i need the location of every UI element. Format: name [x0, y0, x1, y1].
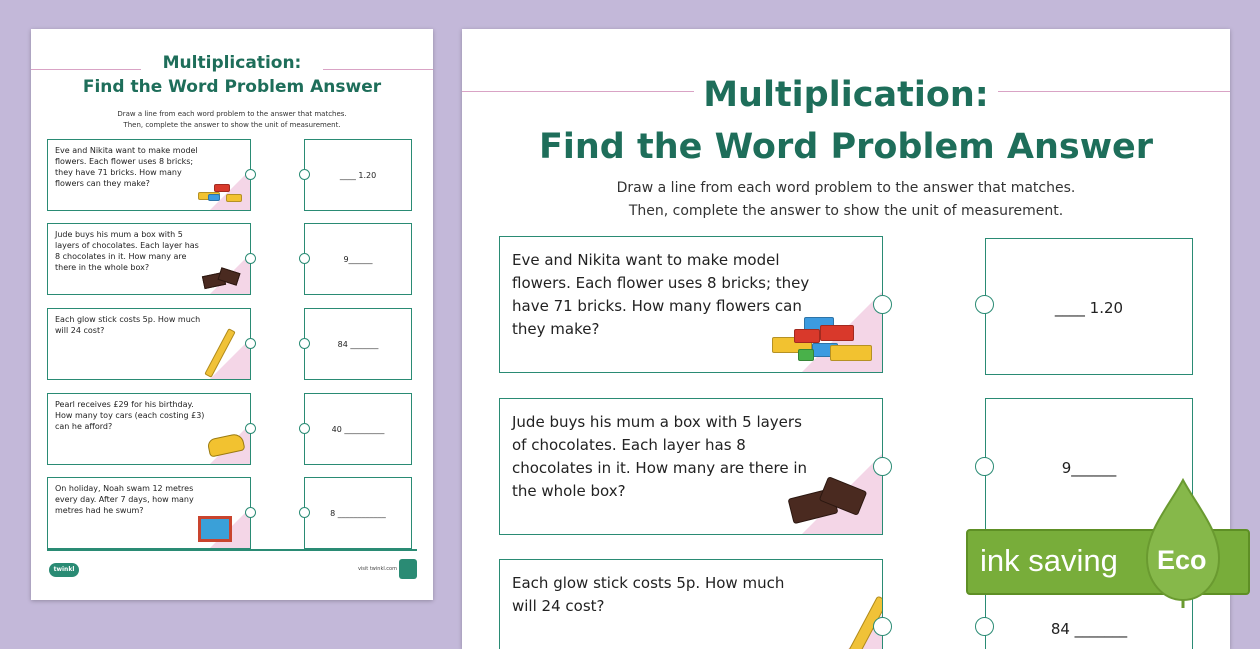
swimming-pool-icon — [198, 516, 232, 542]
title-line-2: Find the Word Problem Answer — [538, 127, 1154, 167]
twinkl-logo: twinkl — [49, 563, 79, 577]
problem-card — [499, 398, 883, 535]
chocolates-icon — [203, 268, 243, 288]
problem-text: Each glow stick costs 5p. How much will 24 cost? — [55, 315, 201, 335]
connector-dot-problem[interactable] — [245, 253, 256, 264]
instructions — [462, 177, 1230, 223]
answer-text[interactable]: 84 _______ — [1050, 620, 1128, 638]
title-line-1: Multiplication: — [162, 53, 302, 73]
lego-bricks-icon — [772, 309, 874, 365]
problem-card — [499, 559, 883, 649]
connector-dot-answer[interactable] — [975, 617, 994, 636]
problem-text: Pearl receives £29 for his birthday. How many toy cars (each costing £3) can he afford? — [55, 400, 205, 431]
answer-card — [304, 308, 412, 380]
connector-dot-problem[interactable] — [245, 423, 256, 434]
answer-card — [304, 139, 412, 211]
problem-text: Eve and Nikita want to make model flowers. Each flower uses 8 bricks; they have 71 bricks. How many flowers can they make? — [55, 146, 198, 188]
connector-dot-answer[interactable] — [299, 423, 310, 434]
connector-dot-answer[interactable] — [299, 169, 310, 180]
answer-text[interactable]: 40 __________ — [331, 425, 385, 434]
connector-dot-problem[interactable] — [873, 295, 892, 314]
title-line-1: Multiplication: — [703, 75, 989, 115]
footer-website[interactable]: visit twinkl.com — [357, 566, 397, 572]
problem-card — [47, 477, 251, 549]
answer-card — [304, 393, 412, 465]
connector-dot-problem[interactable] — [245, 169, 256, 180]
answer-text[interactable]: ____ 1.20 — [1054, 299, 1124, 317]
quality-badge-icon — [399, 559, 417, 579]
answer-text[interactable]: 84 _______ — [337, 340, 379, 349]
connector-dot-problem[interactable] — [873, 617, 892, 636]
connector-dot-answer[interactable] — [299, 507, 310, 518]
connector-dot-problem[interactable] — [873, 457, 892, 476]
worksheet-thumbnail — [31, 29, 433, 600]
instruction-line-2: Then, complete the answer to show the unit of measurement. — [123, 121, 341, 129]
problem-card — [47, 393, 251, 465]
connector-dot-problem[interactable] — [245, 338, 256, 349]
connector-dot-problem[interactable] — [245, 507, 256, 518]
answer-text[interactable]: 8 ____________ — [330, 509, 386, 518]
answer-card — [304, 223, 412, 295]
connector-dot-answer[interactable] — [299, 338, 310, 349]
title-line-2: Find the Word Problem Answer — [82, 77, 382, 97]
lego-bricks-icon — [198, 180, 243, 206]
instruction-line-1: Draw a line from each word problem to the answer that matches. — [117, 110, 347, 118]
connector-dot-answer[interactable] — [299, 253, 310, 264]
problem-text: Eve and Nikita want to make model flowers. Each flower uses 8 bricks; they have 71 bricks. How many flowers can they make? — [512, 251, 810, 338]
chocolates-icon — [788, 477, 874, 525]
instruction-line-1: Draw a line from each word problem to the answer that matches. — [616, 180, 1076, 196]
instructions — [31, 109, 433, 131]
answer-text[interactable]: 9______ — [343, 255, 373, 264]
problem-card — [47, 308, 251, 380]
answer-card — [304, 477, 412, 549]
problem-text: Jude buys his mum a box with 5 layers of chocolates. Each layer has 8 chocolates in it. How many are there in the whole box? — [55, 230, 199, 272]
page-title — [31, 51, 433, 99]
problem-card — [499, 236, 883, 373]
instruction-line-2: Then, complete the answer to show the unit of measurement. — [628, 203, 1064, 219]
ink-saving-label: ink saving — [980, 543, 1118, 578]
footer-divider — [47, 549, 417, 551]
problem-card — [47, 223, 251, 295]
connector-dot-answer[interactable] — [975, 457, 994, 476]
problem-text: Each glow stick costs 5p. How much will 24 cost? — [512, 574, 785, 615]
problem-text: Jude buys his mum a box with 5 layers of chocolates. Each layer has 8 chocolates in it. How many are there in the whole box? — [512, 413, 808, 500]
eco-tag: Eco — [1157, 545, 1207, 575]
page-title — [462, 69, 1230, 173]
answer-card — [985, 238, 1193, 375]
connector-dot-answer[interactable] — [975, 295, 994, 314]
answer-text[interactable]: ____ 1.20 — [339, 171, 377, 180]
problem-text: On holiday, Noah swam 12 metres every day. After 7 days, how many metres had he swum? — [55, 484, 194, 515]
eco-drop-icon — [1145, 478, 1221, 608]
problem-card — [47, 139, 251, 211]
answer-text[interactable]: 9______ — [1061, 459, 1117, 477]
